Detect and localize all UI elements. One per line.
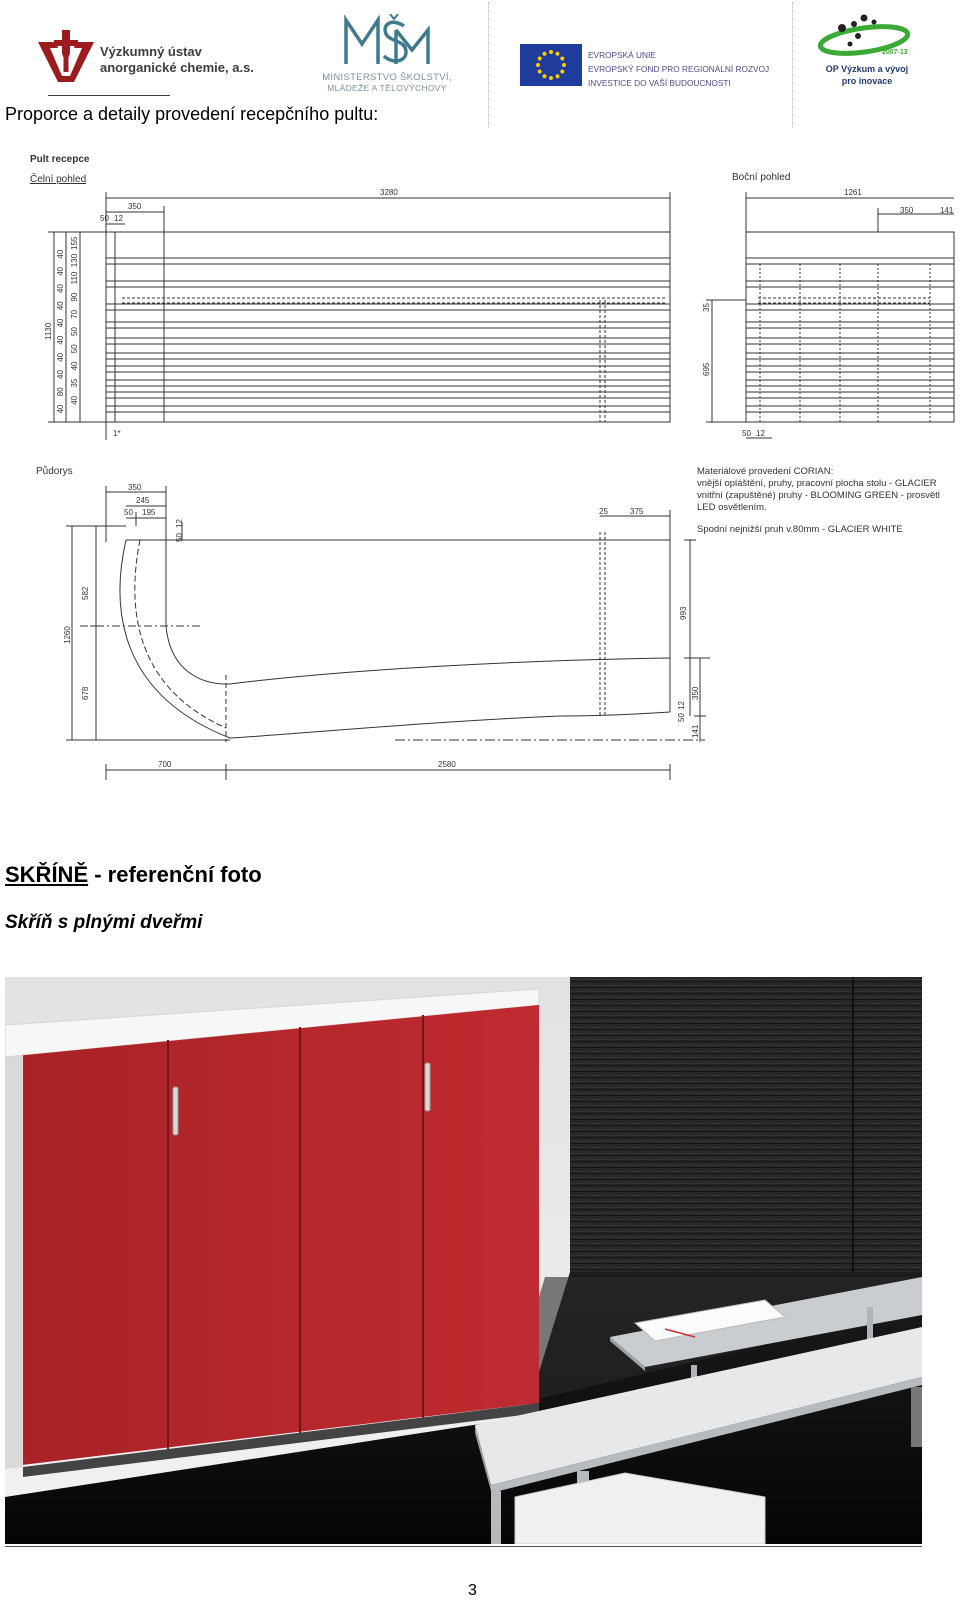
cabinet-reference-photo xyxy=(5,977,922,1544)
eu-line2: EVROPSKÝ FOND PRO REGIONÁLNÍ ROZVOJ xyxy=(588,64,770,74)
ministry-name-line2: MLÁDEŽE A TĚLOVÝCHOVY xyxy=(327,83,447,93)
drawing-title: Pult recepce xyxy=(30,154,90,165)
eu-line1: EVROPSKÁ UNIE xyxy=(588,50,656,60)
dim-plan-2580: 2580 xyxy=(438,760,456,769)
op-vavpi-logo xyxy=(812,14,922,94)
dim-front-small-a: 50 xyxy=(100,214,109,223)
dim-front-height-item: 40 xyxy=(56,301,65,311)
dim-side-small-b: 12 xyxy=(756,429,765,438)
dim-front-height-item: 80 xyxy=(56,387,65,397)
dim-side-depth: 1261 xyxy=(844,188,862,197)
dim-front-height-item: 70 xyxy=(70,309,79,319)
dim-plan-12: 12 xyxy=(175,519,184,528)
front-height-labels xyxy=(56,236,79,413)
material-note-line1: Materiálové provedení CORIAN: xyxy=(697,466,834,477)
eu-star-icon xyxy=(549,76,553,80)
dim-plan-375: 375 xyxy=(630,507,644,516)
dim-front-left: 350 xyxy=(128,202,142,211)
ministry-name-line1: MINISTERSTVO ŠKOLSTVÍ, xyxy=(322,72,452,83)
dim-front-height-item: 40 xyxy=(56,318,65,328)
dim-plan-700: 700 xyxy=(158,760,172,769)
dim-plan-50b: 50 xyxy=(175,533,184,542)
side-view-stripes xyxy=(746,258,954,422)
dim-front-height-item: 40 xyxy=(56,404,65,414)
dim-front-width: 3280 xyxy=(380,188,398,197)
eu-star-icon xyxy=(538,70,542,74)
header-separator xyxy=(488,2,489,128)
dim-plan-678: 678 xyxy=(81,686,90,700)
dim-plan-12b: 12 xyxy=(677,701,686,710)
dim-front-height-item: 40 xyxy=(56,266,65,276)
msmt-monogram-icon xyxy=(312,14,462,70)
door-handle-icon xyxy=(173,1087,178,1135)
eu-star-icon xyxy=(560,70,564,74)
dim-plan-25: 25 xyxy=(599,507,608,516)
logo-underline xyxy=(48,95,170,96)
dim-front-height-item: 50 xyxy=(70,327,79,336)
eu-logo xyxy=(520,44,770,90)
institute-name: Výzkumný ústav anorganické chemie, a.s. xyxy=(100,44,254,75)
op-orbit-icon xyxy=(812,14,922,64)
dim-side-mid: 695 xyxy=(702,362,711,376)
dim-front-height-item: 40 xyxy=(56,335,65,345)
dim-front-height-item: 110 xyxy=(70,271,79,285)
eu-line3: INVESTICE DO VAŠÍ BUDOUCNOSTI xyxy=(588,78,731,88)
front-view-label: Čelní pohled xyxy=(30,174,87,185)
vuach-logo xyxy=(36,28,266,88)
photo-bottom-rule xyxy=(5,1546,922,1547)
dim-front-height-item: 40 xyxy=(56,249,65,259)
dim-plan-582: 582 xyxy=(81,586,90,600)
dim-front-height: 1130 xyxy=(44,322,53,340)
eu-star-icon xyxy=(543,74,547,78)
reception-desk-drawing xyxy=(0,140,960,800)
dim-side-edge: 141 xyxy=(940,206,954,215)
msmt-logo xyxy=(312,14,462,94)
eu-star-icon xyxy=(536,63,540,67)
eu-star-icon xyxy=(560,57,564,61)
material-note-line2: vnější opláštění, pruhy, pracovní plocha stolu - GLACIER xyxy=(697,478,937,489)
dim-plan-350b: 350 xyxy=(691,686,700,700)
eu-star-icon xyxy=(543,52,547,56)
dim-side-inner: 350 xyxy=(900,206,914,215)
section-title: Proporce a detaily provedení recepčního pultu: xyxy=(5,104,379,124)
op-line1: OP Výzkum a vývoj xyxy=(825,64,909,74)
eu-flag-icon xyxy=(520,44,582,86)
eu-star-icon xyxy=(549,50,553,54)
dim-front-height-item: 40 xyxy=(56,352,65,362)
eu-star-icon xyxy=(538,57,542,61)
cabinets-heading: SKŘÍNĚ - referenční foto xyxy=(5,862,262,887)
dim-front-height-item: 40 xyxy=(70,395,79,405)
material-note-line4: LED osvětlením. xyxy=(697,502,767,513)
dim-plan-195: 195 xyxy=(142,508,156,517)
dim-plan-1260: 1260 xyxy=(63,626,72,644)
dim-plan-141: 141 xyxy=(691,724,700,738)
plan-view-outline xyxy=(80,532,705,742)
dim-plan-245: 245 xyxy=(136,496,150,505)
dim-side-top: 35 xyxy=(702,303,711,312)
eu-star-icon xyxy=(562,63,566,67)
op-years: 2007-13 xyxy=(882,49,908,56)
dim-front-height-item: 130 xyxy=(70,253,79,268)
side-view-outline xyxy=(746,232,954,422)
dim-front-height-item: 35 xyxy=(70,378,79,388)
header-separator xyxy=(792,2,793,128)
dim-plan-50c: 50 xyxy=(677,713,686,722)
dim-front-height-item: 50 xyxy=(70,344,79,354)
cabinets-subheading: Skříň s plnými dveřmi xyxy=(5,912,203,933)
dim-plan-350: 350 xyxy=(128,483,142,492)
dim-side-small-a: 50 xyxy=(742,429,751,438)
material-note-line5: Spodní nejnižší pruh v.80mm - GLACIER WHITE xyxy=(697,524,903,535)
dim-front-height-item: 90 xyxy=(70,292,79,302)
dim-plan-993: 993 xyxy=(679,606,688,620)
plan-view-label: Půdorys xyxy=(36,466,73,477)
eu-star-icon xyxy=(556,74,560,78)
op-line2: pro inovace xyxy=(841,76,893,86)
dim-front-small-b: 12 xyxy=(114,214,123,223)
vuach-emblem-icon xyxy=(36,28,96,84)
page-header xyxy=(0,0,960,130)
dim-front-height-item: 155 xyxy=(70,236,79,250)
page-number: 3 xyxy=(468,1582,477,1599)
side-view-label: Boční pohled xyxy=(732,172,791,183)
dim-front-mark: 1* xyxy=(113,429,121,438)
dim-plan-50: 50 xyxy=(124,508,133,517)
front-view-outline xyxy=(106,232,670,422)
material-note-line3: vnitřní (zapuštěné) pruhy - BLOOMING GREEN - prosvětl xyxy=(697,490,940,501)
front-view-stripes xyxy=(106,258,670,412)
dim-front-height-item: 40 xyxy=(70,361,79,371)
eu-star-icon xyxy=(556,52,560,56)
door-handle-icon xyxy=(425,1063,430,1111)
dim-front-height-item: 40 xyxy=(56,370,65,379)
dim-front-height-item: 40 xyxy=(56,284,65,293)
